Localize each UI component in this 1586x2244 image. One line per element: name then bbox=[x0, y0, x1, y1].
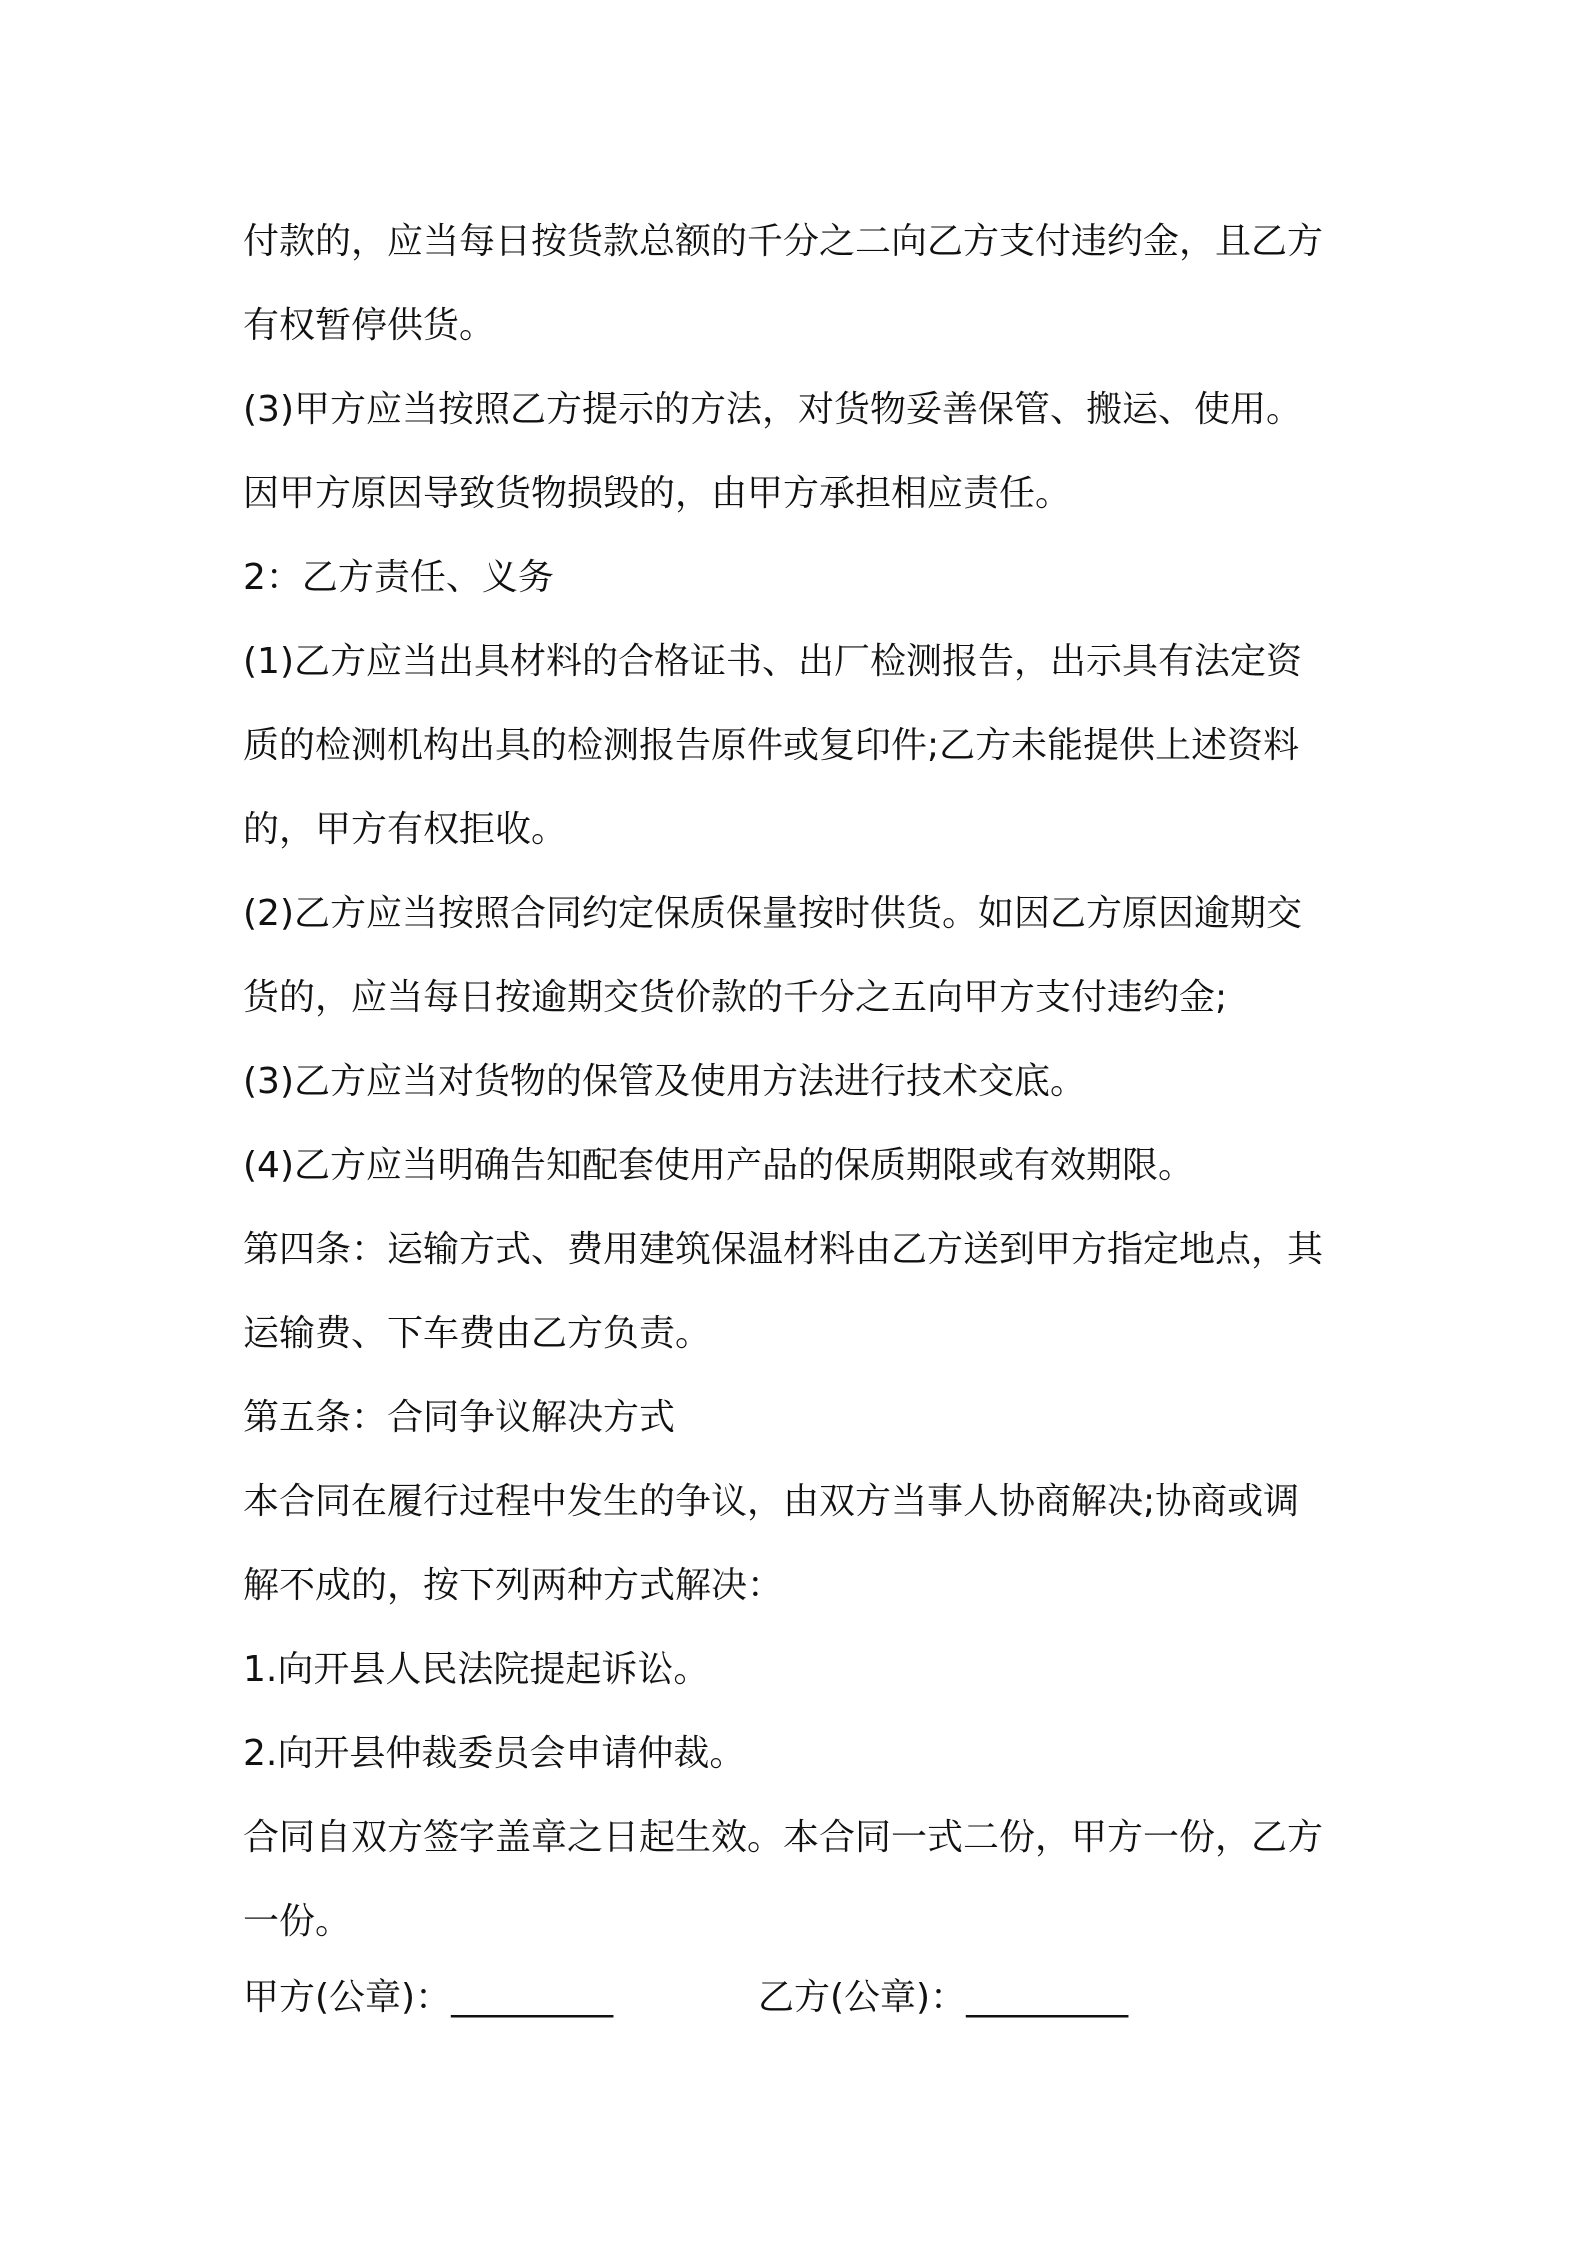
text-line: 有权暂停供货。 bbox=[243, 305, 496, 346]
party-b-seal-field: 乙方(公章)：_________ bbox=[758, 1977, 1129, 2018]
text-line: 运输费、下车费由乙方负责。 bbox=[243, 1313, 712, 1354]
text-line: (3)乙方应当对货物的保管及使用方法进行技术交底。 bbox=[243, 1061, 1086, 1102]
contract-text-body bbox=[243, 200, 1363, 1964]
text-line: (3)甲方应当按照乙方提示的方法，对货物妥善保管、搬运、使用。 bbox=[243, 389, 1302, 430]
text-line: 的，甲方有权拒收。 bbox=[243, 809, 568, 850]
text-line: 因甲方原因导致货物损毁的，由甲方承担相应责任。 bbox=[243, 473, 1072, 514]
text-line: (1)乙方应当出具材料的合格证书、出厂检测报告，出示具有法定资 bbox=[243, 641, 1302, 682]
text-line: 合同自双方签字盖章之日起生效。本合同一式二份，甲方一份，乙方 bbox=[243, 1817, 1324, 1858]
text-line: 解不成的，按下列两种方式解决： bbox=[243, 1565, 784, 1606]
signature-row bbox=[243, 1956, 1363, 2040]
list-item: 1.向开县人民法院提起诉讼。 bbox=[243, 1649, 710, 1690]
list-item: 2.向开县仲裁委员会申请仲裁。 bbox=[243, 1733, 746, 1774]
text-line: (4)乙方应当明确告知配套使用产品的保质期限或有效期限。 bbox=[243, 1145, 1194, 1186]
article-four-line: 第四条：运输方式、费用建筑保温材料由乙方送到甲方指定地点，其 bbox=[243, 1229, 1324, 1270]
text-line: 一份。 bbox=[243, 1901, 352, 1942]
text-line: 货的，应当每日按逾期交货价款的千分之五向甲方支付违约金; bbox=[243, 977, 1228, 1018]
section-heading: 2：乙方责任、义务 bbox=[243, 557, 554, 598]
text-line: 本合同在履行过程中发生的争议，由双方当事人协商解决;协商或调 bbox=[243, 1481, 1300, 1522]
party-a-seal-field: 甲方(公章)：_________ bbox=[243, 1977, 614, 2018]
text-line: 付款的，应当每日按货款总额的千分之二向乙方支付违约金，且乙方 bbox=[243, 221, 1324, 262]
article-five-heading: 第五条：合同争议解决方式 bbox=[243, 1397, 676, 1438]
text-line: (2)乙方应当按照合同约定保质保量按时供货。如因乙方原因逾期交 bbox=[243, 893, 1302, 934]
text-line: 质的检测机构出具的检测报告原件或复印件;乙方未能提供上述资料 bbox=[243, 725, 1300, 766]
